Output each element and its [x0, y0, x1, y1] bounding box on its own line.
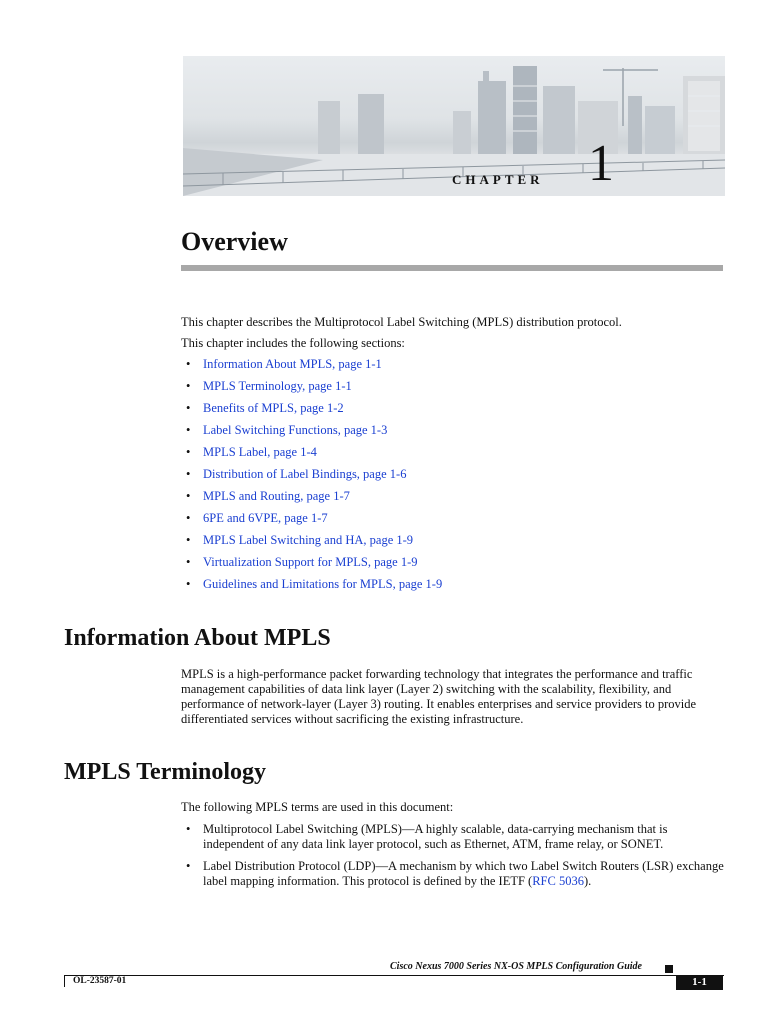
toc-link-mpls-label[interactable]: MPLS Label, page 1-4: [203, 445, 317, 459]
bullet: •: [186, 822, 191, 836]
bullet: •: [186, 445, 191, 459]
toc-link-distribution-of-label-bindings[interactable]: Distribution of Label Bindings, page 1-6: [203, 467, 407, 481]
footer-marker: [665, 965, 673, 973]
chapter-label: CHAPTER: [452, 172, 544, 187]
chapter-number: 1: [588, 135, 614, 192]
title-rule: [181, 265, 723, 271]
bullet: •: [186, 555, 191, 569]
term-ldp-text: Label Distribution Protocol (LDP)—A mechanism by which two Label Switch Routers (LSR) exchange label mapping information. This protocol is defined by the IETF (: [203, 859, 724, 888]
toc-link-benefits-of-mpls[interactable]: Benefits of MPLS, page 1-2: [203, 401, 344, 415]
bullet: •: [186, 467, 191, 481]
term-mpls: Multiprotocol Label Switching (MPLS)—A highly scalable, data-carrying mechanism that is independent of any data link layer protocol, such as Ethernet, ATM, frame relay, or SONET.: [203, 822, 668, 851]
bullet: •: [186, 533, 191, 547]
term-ldp: [203, 859, 726, 889]
bullet: •: [186, 511, 191, 525]
list-item: [181, 510, 442, 532]
section-heading-mpls-terminology: MPLS Terminology: [64, 759, 267, 785]
bullet: •: [186, 401, 191, 415]
footer-rule: [64, 975, 724, 976]
section-heading-information-about-mpls: Information About MPLS: [64, 625, 331, 651]
bullet: •: [186, 357, 191, 371]
list-item: [181, 444, 442, 466]
toc-link-mpls-terminology[interactable]: MPLS Terminology, page 1-1: [203, 379, 352, 393]
bullet: •: [186, 423, 191, 437]
footer-doc-number: OL-23587-01: [73, 976, 127, 986]
list-item: [181, 422, 442, 444]
bullet: •: [186, 379, 191, 393]
list-item: [181, 356, 442, 378]
list-item: [181, 466, 442, 488]
toc-link-mpls-label-switching-and-ha[interactable]: MPLS Label Switching and HA, page 1-9: [203, 533, 414, 547]
term-ldp-text-end: ).: [583, 874, 592, 888]
section-list: [181, 356, 442, 598]
footer-tick: [64, 975, 65, 987]
section-info-body: MPLS is a high-performance packet forwarding technology that integrates the performance and traffic management capabilities of data link layer (Layer 2) switching with the scalability, flexibility, and performance of network-layer (Layer 3) routing. It enables enterprises and service providers to provide differentiated services without sacrificing the existing infrastructure.: [181, 667, 697, 726]
list-item: [181, 554, 442, 576]
toc-link-guidelines-and-limitations[interactable]: Guidelines and Limitations for MPLS, page 1-9: [203, 577, 443, 591]
list-item: [181, 576, 442, 598]
toc-link-6pe-and-6vpe[interactable]: 6PE and 6VPE, page 1-7: [203, 511, 328, 525]
list-item: [181, 532, 442, 554]
terms-lead: The following MPLS terms are used in this document:: [181, 800, 454, 814]
toc-link-virtualization-support[interactable]: Virtualization Support for MPLS, page 1-9: [203, 555, 418, 569]
intro-sections-lead: This chapter includes the following sections:: [181, 336, 405, 350]
page-number: 1-1: [676, 975, 723, 990]
toc-link-label-switching-functions[interactable]: Label Switching Functions, page 1-3: [203, 423, 388, 437]
list-item: [181, 859, 726, 889]
rfc-5036-link[interactable]: RFC 5036: [532, 874, 584, 888]
bullet: •: [186, 489, 191, 503]
bullet: •: [186, 859, 191, 873]
intro-description: This chapter describes the Multiprotocol Label Switching (MPLS) distribution protocol.: [181, 315, 622, 329]
list-item: [181, 822, 726, 852]
list-item: [181, 378, 442, 400]
terms-list: [181, 822, 726, 896]
toc-link-information-about-mpls[interactable]: Information About MPLS, page 1-1: [203, 357, 382, 371]
page-title: Overview: [181, 227, 288, 256]
bullet: •: [186, 577, 191, 591]
list-item: [181, 400, 442, 422]
list-item: [181, 488, 442, 510]
footer-guide-title: Cisco Nexus 7000 Series NX-OS MPLS Configuration Guide: [390, 961, 642, 972]
toc-link-mpls-and-routing[interactable]: MPLS and Routing, page 1-7: [203, 489, 350, 503]
